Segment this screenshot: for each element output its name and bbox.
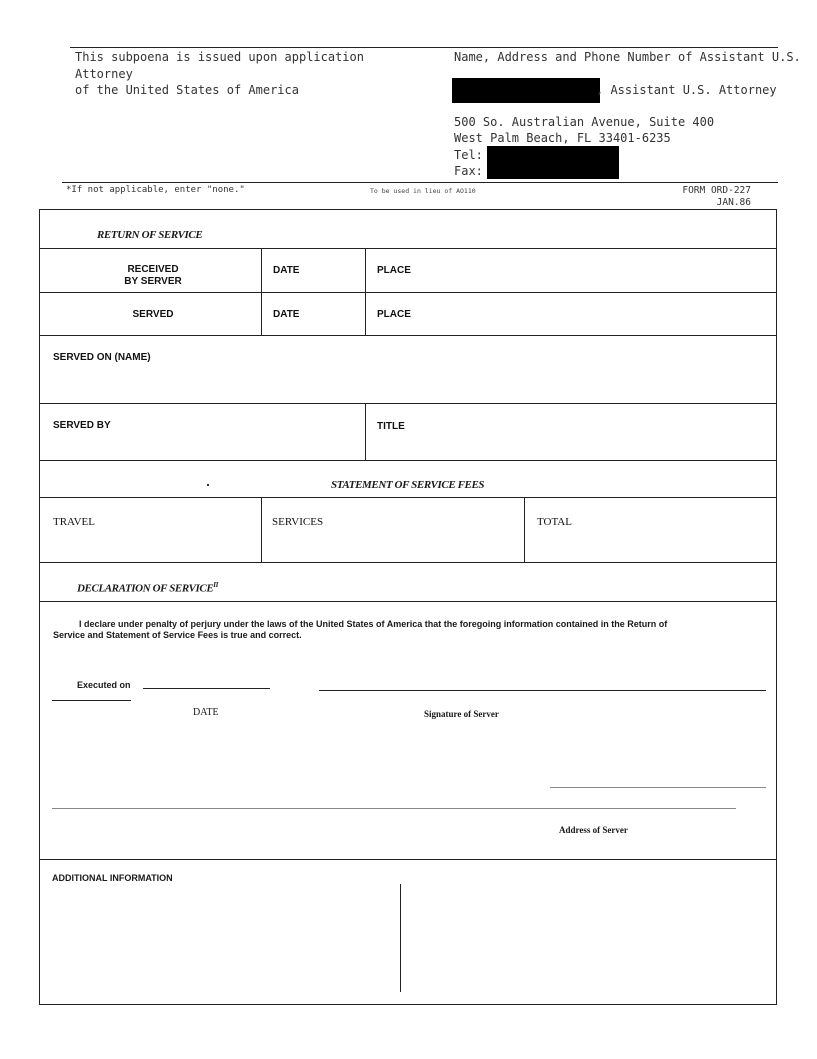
address-of-server-label: Address of Server (559, 825, 628, 835)
additional-information-label: ADDITIONAL INFORMATION (52, 873, 173, 883)
rule-4 (40, 403, 777, 404)
col-divider-total (524, 497, 525, 562)
served-date-label: DATE (273, 309, 300, 320)
served-place-label: PLACE (377, 309, 411, 320)
address-line-1[interactable] (550, 787, 766, 788)
received-by-server-label (106, 264, 200, 288)
col-divider-title (365, 403, 366, 460)
attorney-title: , Assistant U.S. Attorney (596, 83, 777, 97)
received-label-line-1: RECEIVED (127, 264, 179, 275)
declaration-title-text: DECLARATION OF SERVICE (77, 582, 214, 595)
rule-3 (40, 335, 777, 336)
return-of-service-form (39, 209, 777, 1005)
served-on-name-label: SERVED ON (NAME) (53, 352, 151, 363)
col-divider-services (261, 497, 262, 562)
redaction-attorney-name (452, 78, 600, 103)
lieu-note: To be used in lieu of AO110 (370, 187, 476, 195)
form-number: FORM ORD-227 (682, 185, 751, 196)
address-line-2: West Palm Beach, FL 33401-6235 (454, 131, 671, 145)
rule-6 (40, 497, 777, 498)
rule-7 (40, 562, 777, 563)
declaration-text-line-2: Service and Statement of Service Fees is true and correct. (53, 630, 302, 640)
header-top-rule (70, 47, 778, 48)
issued-line-1: This subpoena is issued upon application (75, 50, 364, 64)
tel-label: Tel: (454, 148, 483, 162)
issued-line-2: Attorney (75, 67, 133, 81)
received-place-label: PLACE (377, 265, 411, 276)
address-line-2[interactable] (52, 808, 736, 809)
redaction-fax (487, 162, 619, 179)
declaration-text-line-1: I declare under penalty of perjury under the laws of the United States of America that the foregoing information contained in the Return of (79, 619, 668, 629)
travel-label: TRAVEL (53, 516, 95, 528)
title-label: TITLE (377, 421, 405, 432)
issued-line-3: of the United States of America (75, 83, 299, 97)
rule-8 (40, 601, 777, 602)
received-label-line-2: BY SERVER (124, 276, 182, 287)
date-label: DATE (193, 707, 219, 718)
executed-on-line[interactable] (143, 688, 270, 689)
signature-of-server-label: Signature of Server (424, 709, 499, 719)
rule-9 (40, 859, 777, 860)
declaration-title (77, 581, 218, 595)
col-divider-place (365, 248, 366, 335)
services-label: SERVICES (272, 516, 324, 528)
col-divider-date (261, 248, 262, 335)
rule-2 (40, 292, 777, 293)
return-of-service-title: RETURN OF SERVICE (97, 229, 203, 241)
rule-1 (40, 248, 777, 249)
address-line-1: 500 So. Australian Avenue, Suite 400 (454, 115, 715, 129)
declaration-title-mark: II (213, 581, 218, 589)
header-bottom-rule (62, 182, 778, 183)
date-line-extension (52, 700, 131, 701)
served-by-label: SERVED BY (53, 420, 111, 431)
signature-line[interactable] (319, 690, 766, 691)
service-fees-title: STATEMENT OF SERVICE FEES (331, 479, 485, 491)
stray-mark (207, 484, 209, 486)
not-applicable-note: *If not applicable, enter "none." (66, 185, 245, 195)
additional-info-divider (400, 884, 401, 992)
served-label: SERVED (132, 309, 174, 320)
total-label: TOTAL (537, 516, 572, 528)
rule-5 (40, 460, 777, 461)
received-date-label: DATE (273, 265, 300, 276)
form-date: JAN.86 (716, 197, 751, 208)
executed-on-label: Executed on (77, 680, 131, 690)
attorney-heading: Name, Address and Phone Number of Assistant U.S. (454, 50, 801, 64)
fax-label: Fax: (454, 164, 483, 178)
redaction-tel (487, 146, 619, 163)
